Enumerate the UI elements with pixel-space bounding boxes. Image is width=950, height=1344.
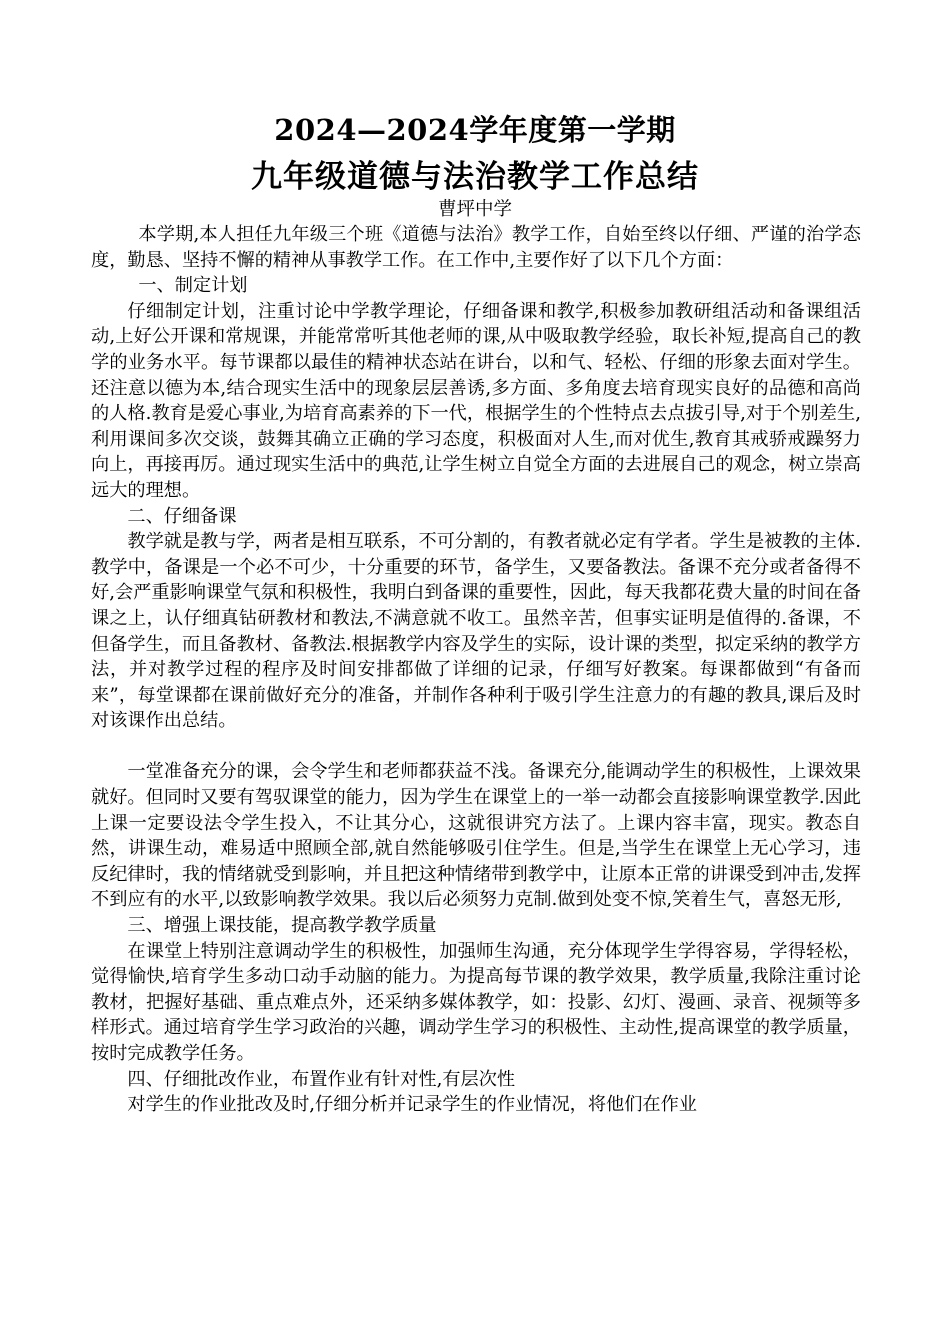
school-name: 曹坪中学 <box>437 199 512 220</box>
section-heading-2: 二、仔细备课 <box>127 505 237 527</box>
intro-paragraph: 本学期,本人担任九年级三个班《道德与法治》教学工作，自始至终以仔细、严谨的治学态度，勤恳、坚持不懈的精神从事教学工作。在工作中,主要作好了以下几个方面： <box>91 224 861 271</box>
section-4-paragraph-1: 对学生的作业批改及时,仔细分析并记录学生的作业情况，将他们在作业 <box>127 1094 697 1116</box>
paragraph-gap <box>91 734 861 760</box>
section-3-paragraph-1: 在课堂上特别注意调动学生的积极性，加强师生沟通，充分体现学生学得容易，学得轻松，觉得愉快,培育学生多动口动手动脑的能力。为提高每节课的教学效果，教学质量,我除注重讨论教材，把握好基础、重点难点外，还采纳多媒体教学，如：投影、幻灯、漫画、录音、视频等多样形式。通过培育学生学习政治的兴趣，调动学生学习的积极性、主动性,提高课堂的教学质量，按时完成教学任务。 <box>91 940 861 1064</box>
section-heading-4: 四、仔细批改作业，布置作业有针对性,有层次性 <box>127 1068 516 1090</box>
section-1-paragraph-1: 仔细制定计划，注重讨论中学教学理论，仔细备课和教学,积极参加教研组活动和备课组活动,上好公开课和常规课，并能常常听其他老师的课,从中吸取教学经验，取长补短,提高自己的教学的业务水平。每节课都以最佳的精神状态站在讲台，以和气、轻松、仔细的形象去面对学生。还注意以德为本,结合现实生活中的现象层层善诱,多方面、多角度去培育现实良好的品德和高尚的人格.教育是爱心事业,为培育高素养的下一代，根据学生的个性特点去点拔引导,对于个别差生,利用课间多次交谈，鼓舞其确立正确的学习态度，积极面对人生,而对优生,教育其戒骄戒躁努力向上，再接再厉。通过现实生活中的典范,让学生树立自觉全方面的去进展自己的观念，树立崇高远大的理想。 <box>91 300 861 501</box>
section-heading-1: 一、制定计划 <box>138 275 248 297</box>
section-2-paragraph-1: 教学就是教与学，两者是相互联系，不可分割的，有教者就必定有学者。学生是被教的主体.教学中，备课是一个必不可少，十分重要的环节，备学生，又要备教法。备课不充分或者备得不好,会严重影响课堂气氛和积极性，我明白到备课的重要性，因此，每天我都花费大量的时间在备课之上，认仔细真钻研教材和教法,不满意就不收工。虽然辛苦，但事实证明是值得的.备课，不但备学生，而且备教材、备教法.根据教学内容及学生的实际，设计课的类型，拟定采纳的教学方法，并对教学过程的程序及时间安排都做了详细的记录，仔细写好教案。每课都做到“有备而来”，每堂课都在课前做好充分的准备，并制作各种利于吸引学生注意力的有趣的教具,课后及时对该课作出总结。 <box>91 531 861 732</box>
section-heading-3: 三、增强上课技能，提高教学教学质量 <box>127 915 437 937</box>
document-title-line2: 九年级道德与法治教学工作总结 <box>251 159 699 195</box>
section-2-paragraph-2: 一堂准备充分的课，会令学生和老师都获益不浅。备课充分,能调动学生的积极性，上课效果就好。但同时又要有驾驭课堂的能力，因为学生在课堂上的一举一动都会直接影响课堂教学.因此上课一定要设法令学生投入，不让其分心，这就很讲究方法了。上课内容丰富，现实。教态自然，讲课生动，难易适中照顾全部,就自然能够吸引住学生。但是,当学生在课堂上无心学习，违反纪律时，我的情绪就受到影响，并且把这种情绪带到教学中，让原本正常的讲课受到冲击,发挥不到应有的水平,以致影响教学效果。我以后必须努力克制.做到处变不惊,笑着生气，喜怒无形, <box>91 761 861 911</box>
document-title-line1: 2024—2024学年度第一学期 <box>274 113 676 147</box>
document-body <box>91 222 861 1118</box>
